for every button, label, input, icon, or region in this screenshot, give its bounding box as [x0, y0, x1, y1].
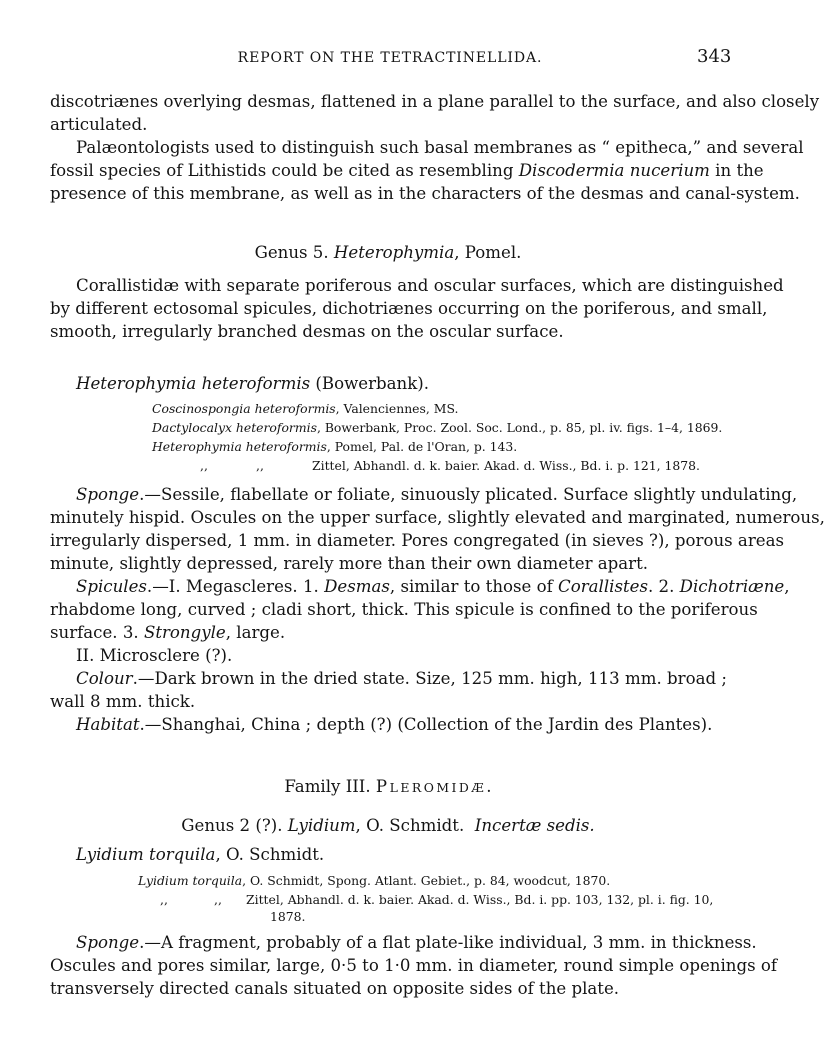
- sponge-paragraph-line: irregularly dispersed, 1 mm. in diameter. Pores congregated (in sieves ?), porous areas: [50, 531, 784, 550]
- intro-line: articulated.: [50, 115, 148, 134]
- genus-name: Lyidium: [287, 816, 356, 835]
- species-name: Lyidium torquila: [76, 845, 216, 864]
- book-page: REPORT ON THE TETRACTINELLIDA. 343 discotriænes overlying desmas, flattened in a plane parallel to the surface, and also closely articulated. Palæontologists used to distinguish such basal membranes as “ epitheca,” and several fossil species of Lithistids could be cited as resembling Discodermia nucerium in the presence of this membrane, as well as in the characters of the desmas and canal-system. Genus 5. Heterophymia, Pomel. Corallistidæ with separate poriferous and oscular surfaces, which are distinguished by different ectosomal spicules, dichotriænes occurring on the poriferous, and small, smooth, irregularly branched desmas on the oscular surface. Heterophymia heteroformis (Bowerbank). Coscinospongia heteroformis, Valenciennes, MS. Dactylocalyx heteroformis, Bowerbank, Proc. Zool. Soc. Lond., p. 85, pl. iv. figs. 1–4, 1869. Heterophymia heteroformis, Pomel, Pal. de l'Oran, p. 143. ,, ,, Zittel, Abhandl. d. k. baier. Akad. d. Wiss., Bd. i. p. 121, 1878. Sponge.—Sessile, flabellate or foliate, sinuously plicated. Surface slightly undulating, minutely hispid. Oscules on the upper surface, slightly elevated and marginated, numerous, irregularly dispersed, 1 mm. in diameter. Pores congregated (in sieves ?), porous areas minute, slightly depressed, rarely more than their own diameter apart. Spicules.—I. Megascleres. 1. Desmas, similar to those of Corallistes. 2. Dichotriæne, rhabdome long, curved ; cladi short, thick. This spicule is confined to the poriferous surface. 3. Strongyle, large. II. Microsclere (?). Colour.—Dark brown in the dried state. Size, 125 mm. high, 113 mm. broad ; wall 8 mm. thick. Habitat.—Shanghai, China ; depth (?) (Collection of the Jardin des Plantes). Family III. PLEROMIDÆ. Genus 2 (?). Lyidium, O. Schmidt. Incertæ sedis. Lyidium torquila, O. Schmidt. Lyidium torquila, O. Schmidt, Spong. Atlant. Gebiet., p. 84, woodcut, 1870. ,, ,, Zittel, Abhandl. d. k. baier. Akad. d. Wiss., Bd. i. pp. 103, 132, pl. i. fig. 10, 1878. Sponge.—A fragment, probably of a flat plate-like individual, 3 mm. in thickness. Oscules and pores similar, large, 0·5 to 1·0 mm. in diameter, round simple openings of transversely directed canals situated on opposite sides of the plate.: [0, 0, 776, 1050]
- intro-line: fossil species of Lithistids could be cited as resembling Discodermia nucerium in the: [50, 161, 764, 180]
- running-header: [150, 51, 630, 65]
- ditto-mark: ,,: [160, 892, 168, 907]
- section-label: Spicules: [76, 577, 147, 596]
- intro-line: Palæontologists used to distinguish such basal membranes as “ epitheca,” and several: [76, 138, 804, 157]
- family-name: PLEROMIDÆ: [375, 777, 487, 796]
- spicules-paragraph-line: rhabdome long, curved ; cladi short, thick. This spicule is confined to the poriferous: [50, 600, 758, 619]
- taxon-name: Discodermia nucerium: [518, 161, 710, 180]
- species-heading: Lyidium torquila, O. Schmidt.: [76, 845, 325, 864]
- genus-description-line: smooth, irregularly branched desmas on the oscular surface.: [50, 322, 564, 341]
- species-heading: Heterophymia heteroformis (Bowerbank).: [76, 374, 430, 393]
- section-label: Sponge: [76, 485, 140, 504]
- section-label: Sponge: [76, 933, 140, 952]
- habitat-line: Habitat.—Shanghai, China ; depth (?) (Collection of the Jardin des Plantes).: [76, 715, 713, 734]
- microsclere-line: II. Microsclere (?).: [76, 646, 233, 665]
- ditto-mark: ,,: [256, 458, 264, 473]
- genus-description-line: Corallistidæ with separate poriferous and oscular surfaces, which are distinguished: [76, 276, 784, 295]
- spicules-paragraph-line: Spicules.—I. Megascleres. 1. Desmas, similar to those of Corallistes. 2. Dichotriæne,: [76, 577, 790, 596]
- family-heading: Family III. PLEROMIDÆ.: [284, 777, 492, 796]
- genus-description-line: by different ectosomal spicules, dichotriænes occurring on the poriferous, and small,: [50, 299, 768, 318]
- species-name: Heterophymia heteroformis: [76, 374, 311, 393]
- sponge-paragraph-line: transversely directed canals situated on opposite sides of the plate.: [50, 979, 620, 998]
- incertae-sedis-note: Incertæ sedis.: [474, 816, 595, 835]
- sponge-paragraph-line: Oscules and pores similar, large, 0·5 to 1·0 mm. in diameter, round simple openings of: [50, 956, 778, 975]
- section-label: Colour: [76, 669, 133, 688]
- sponge-paragraph-line: Sponge.—Sessile, flabellate or foliate, sinuously plicated. Surface slightly undulating,: [76, 485, 798, 504]
- sponge-paragraph-line: minutely hispid. Oscules on the upper surface, slightly elevated and marginated, numerous,: [50, 508, 825, 527]
- section-label: Habitat: [76, 715, 140, 734]
- sponge-paragraph-line: minute, slightly depressed, rarely more than their own diameter apart.: [50, 554, 649, 573]
- colour-paragraph-line: wall 8 mm. thick.: [50, 692, 196, 711]
- colour-paragraph-line: Colour.—Dark brown in the dried state. Size, 125 mm. high, 113 mm. broad ;: [76, 669, 727, 688]
- genus-heading: Genus 5. Heterophymia, Pomel.: [254, 243, 522, 262]
- genus-name: Heterophymia: [333, 243, 455, 262]
- synonym-line: Lyidium torquila, O. Schmidt, Spong. Atlant. Gebiet., p. 84, woodcut, 1870.: [138, 873, 611, 888]
- ditto-mark: ,,: [214, 892, 222, 907]
- intro-line: presence of this membrane, as well as in the characters of the desmas and canal-system.: [50, 184, 800, 203]
- synonym-line: 1878.: [270, 909, 306, 924]
- ditto-mark: ,,: [200, 458, 208, 473]
- sponge-paragraph-line: Sponge.—A fragment, probably of a flat plate-like individual, 3 mm. in thickness.: [76, 933, 757, 952]
- genus-heading: Genus 2 (?). Lyidium, O. Schmidt. Incertæ sedis.: [181, 816, 595, 835]
- running-title: REPORT ON THE TETRACTINELLIDA.: [237, 50, 543, 66]
- synonym-line: Dactylocalyx heteroformis, Bowerbank, Proc. Zool. Soc. Lond., p. 85, pl. iv. figs. 1–4, 1869.: [152, 420, 723, 435]
- synonym-line: Heterophymia heteroformis, Pomel, Pal. de l'Oran, p. 143.: [152, 439, 518, 454]
- spicules-paragraph-line: surface. 3. Strongyle, large.: [50, 623, 286, 642]
- synonym-line: Coscinospongia heteroformis, Valenciennes, MS.: [152, 401, 459, 416]
- page-number: 343: [697, 46, 732, 67]
- intro-line: discotriænes overlying desmas, flattened in a plane parallel to the surface, and also closely: [50, 92, 820, 111]
